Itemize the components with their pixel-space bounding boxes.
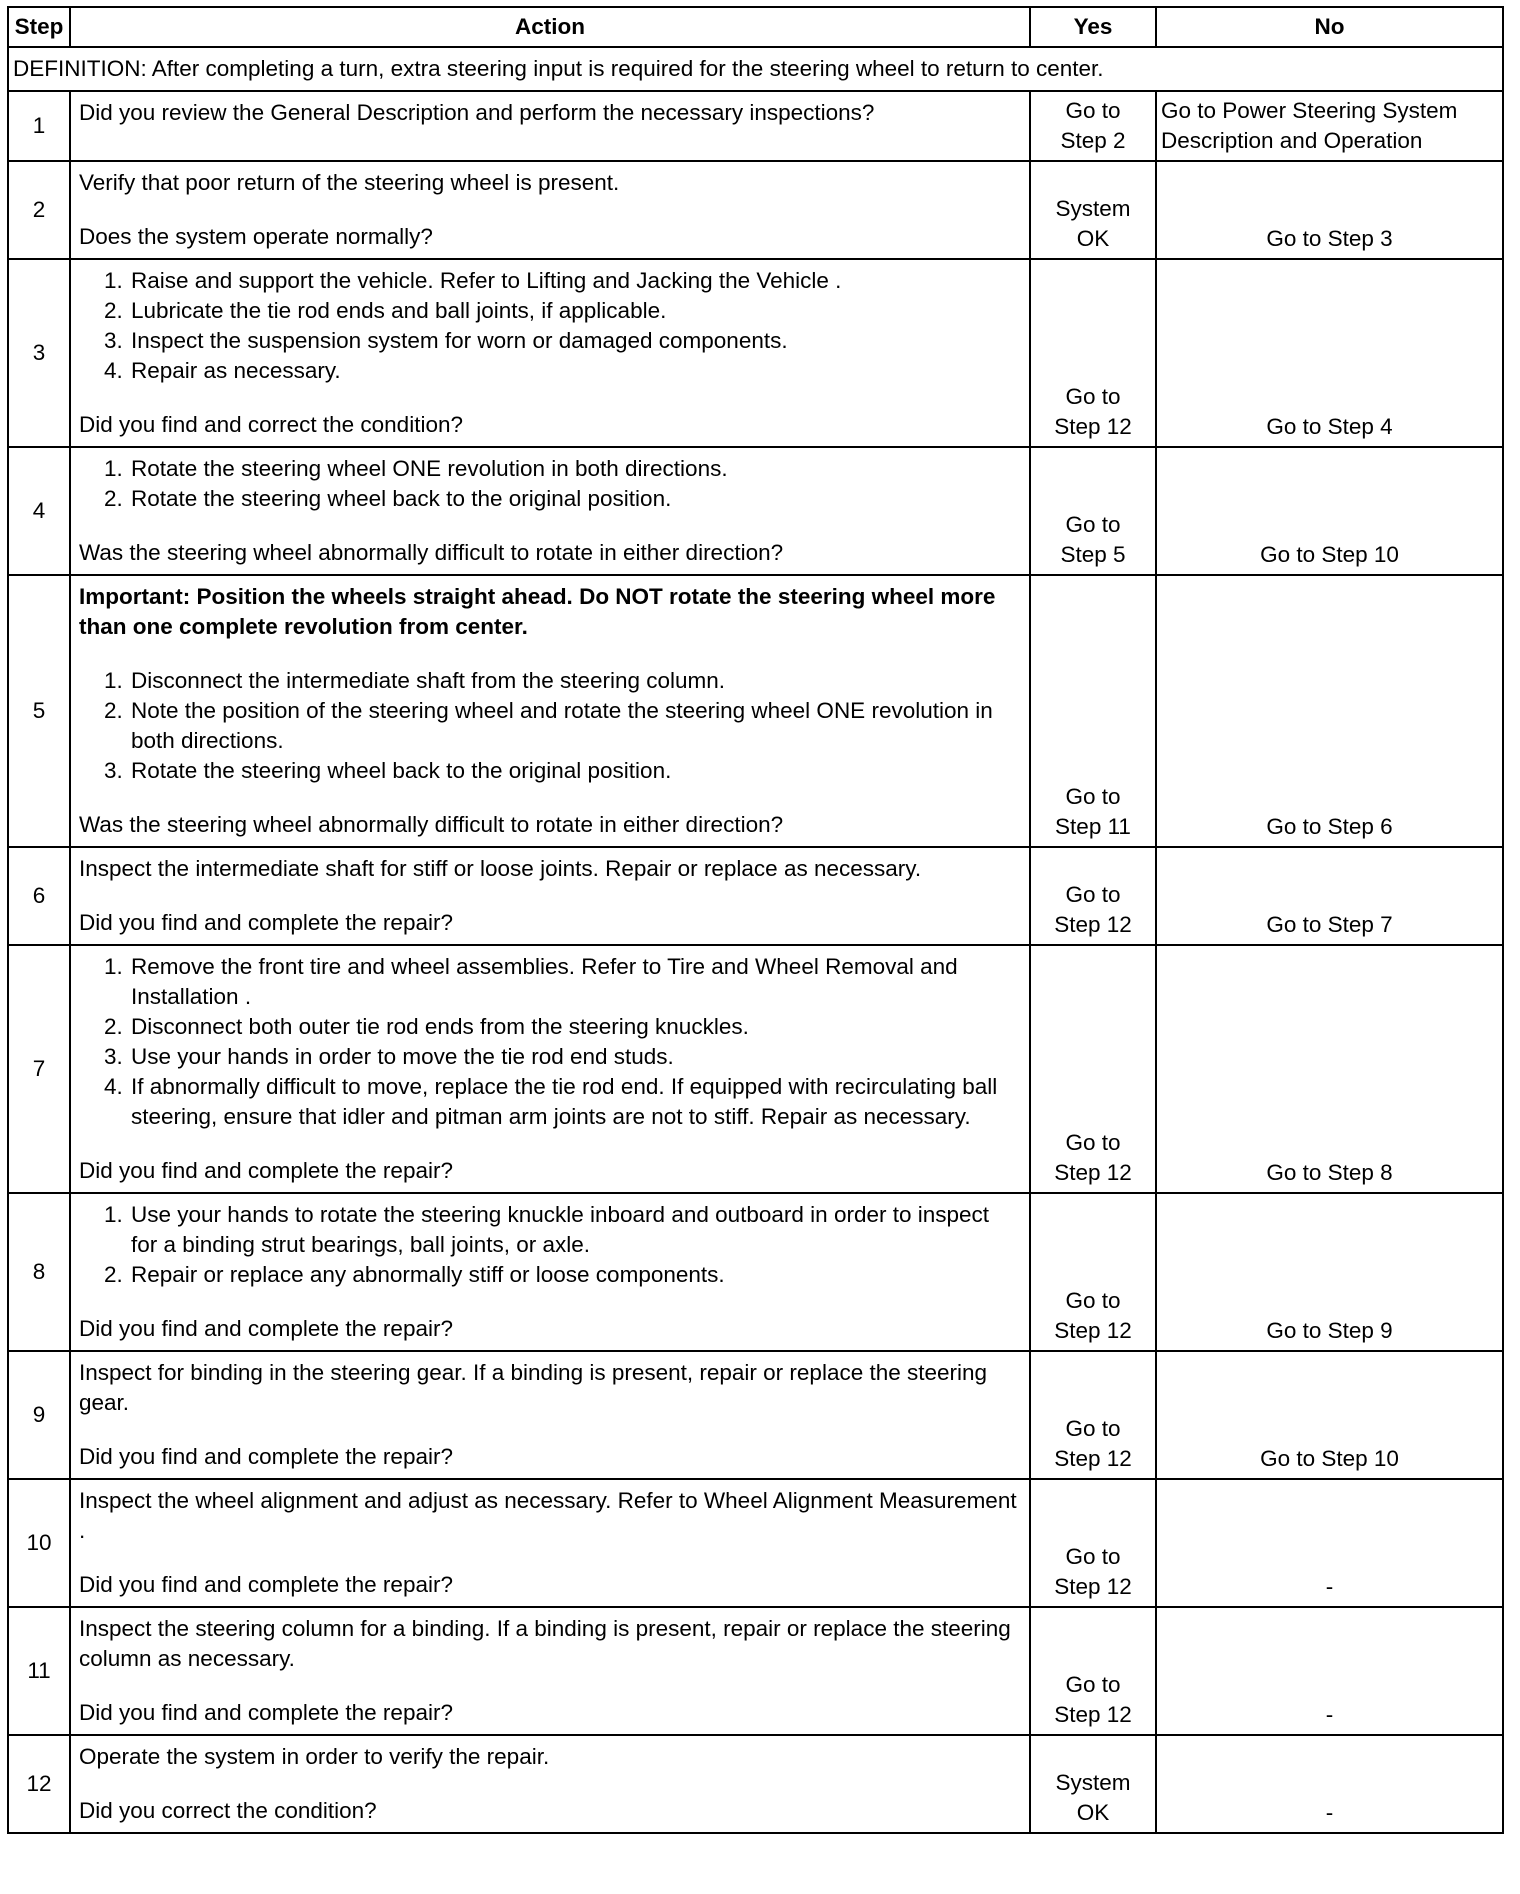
yes-line: Step 11 bbox=[1055, 814, 1131, 839]
action-cell bbox=[70, 161, 1030, 259]
action-text: Operate the system in order to verify the repair. bbox=[79, 1744, 550, 1769]
step-number: 9 bbox=[8, 1351, 70, 1479]
table-row bbox=[8, 1479, 1503, 1607]
question-text: Does the system operate normally? bbox=[79, 224, 433, 249]
no-line: Go to Step 6 bbox=[1266, 814, 1393, 839]
question-text: Did you find and correct the condition? bbox=[79, 412, 463, 437]
procedure-item: 2. Note the position of the steering wheel and rotate the steering wheel ONE revolution in both directions. bbox=[129, 696, 1021, 756]
no-result bbox=[1156, 1193, 1503, 1351]
procedure-item: 2. Disconnect both outer tie rod ends from the steering knuckles. bbox=[129, 1012, 1021, 1042]
procedure-list bbox=[79, 1200, 1021, 1290]
yes-line: Step 12 bbox=[1054, 414, 1132, 439]
header-no: No bbox=[1156, 7, 1503, 47]
yes-line: OK bbox=[1076, 226, 1110, 251]
no-line: - bbox=[1325, 1702, 1334, 1727]
action-cell bbox=[70, 447, 1030, 575]
no-result bbox=[1156, 1351, 1503, 1479]
procedure-item: 1. Rotate the steering wheel ONE revolution in both directions. bbox=[129, 454, 1021, 484]
no-result bbox=[1156, 161, 1503, 259]
table-row bbox=[8, 575, 1503, 847]
table-body bbox=[8, 47, 1503, 1833]
no-result bbox=[1156, 91, 1503, 161]
no-result bbox=[1156, 1607, 1503, 1735]
action-text: Inspect the steering column for a binding. If a binding is present, repair or replace the steering column as necessary. bbox=[79, 1616, 1011, 1671]
yes-result bbox=[1030, 91, 1156, 161]
procedure-item: 1. Raise and support the vehicle. Refer to Lifting and Jacking the Vehicle . bbox=[129, 266, 1021, 296]
action-cell bbox=[70, 945, 1030, 1193]
procedure-item: 3. Rotate the steering wheel back to the original position. bbox=[129, 756, 1021, 786]
yes-result bbox=[1030, 945, 1156, 1193]
yes-line: OK bbox=[1076, 1800, 1110, 1825]
action-cell bbox=[70, 1607, 1030, 1735]
procedure-item: 3. Use your hands in order to move the tie rod end studs. bbox=[129, 1042, 1021, 1072]
definition-row bbox=[8, 47, 1503, 91]
table-row bbox=[8, 1193, 1503, 1351]
no-line: - bbox=[1325, 1800, 1334, 1825]
question-text: Did you find and complete the repair? bbox=[79, 1316, 453, 1341]
step-number: 2 bbox=[8, 161, 70, 259]
action-text: Inspect the intermediate shaft for stiff or loose joints. Repair or replace as necessary. bbox=[79, 856, 922, 881]
action-text: Inspect the wheel alignment and adjust as necessary. Refer to Wheel Alignment Measurement . bbox=[79, 1488, 1017, 1543]
yes-line: Go to bbox=[1065, 1416, 1121, 1441]
yes-line: Step 5 bbox=[1060, 542, 1126, 567]
procedure-list bbox=[79, 454, 1021, 514]
step-number: 12 bbox=[8, 1735, 70, 1833]
action-cell bbox=[70, 1351, 1030, 1479]
header-step: Step bbox=[8, 7, 70, 47]
step-number: 3 bbox=[8, 259, 70, 447]
procedure-item: 3. Inspect the suspension system for worn or damaged components. bbox=[129, 326, 1021, 356]
question-text: Did you find and complete the repair? bbox=[79, 1444, 453, 1469]
yes-line: Go to bbox=[1065, 384, 1121, 409]
yes-line: System bbox=[1055, 196, 1131, 221]
yes-line: Go to bbox=[1065, 1672, 1121, 1697]
action-cell bbox=[70, 1193, 1030, 1351]
question-text: Did you find and complete the repair? bbox=[79, 910, 453, 935]
header-row bbox=[8, 7, 1503, 47]
question-text: Was the steering wheel abnormally difficult to rotate in either direction? bbox=[79, 540, 784, 565]
no-line: Go to Step 10 bbox=[1260, 1446, 1399, 1471]
table-row bbox=[8, 1735, 1503, 1833]
no-result bbox=[1156, 945, 1503, 1193]
diagnostic-table-container bbox=[7, 6, 1502, 1834]
yes-result bbox=[1030, 1735, 1156, 1833]
step-number: 1 bbox=[8, 91, 70, 161]
no-result bbox=[1156, 259, 1503, 447]
question-text: Was the steering wheel abnormally difficult to rotate in either direction? bbox=[79, 812, 784, 837]
yes-line: System bbox=[1055, 1770, 1131, 1795]
diagnostic-table bbox=[7, 6, 1504, 1834]
no-line: Go to Step 8 bbox=[1266, 1160, 1393, 1185]
step-number: 10 bbox=[8, 1479, 70, 1607]
procedure-list bbox=[79, 952, 1021, 1132]
yes-result bbox=[1030, 847, 1156, 945]
yes-result bbox=[1030, 575, 1156, 847]
no-result bbox=[1156, 1479, 1503, 1607]
procedure-item: 4. Repair as necessary. bbox=[129, 356, 1021, 386]
yes-line: Go to bbox=[1065, 1130, 1121, 1155]
yes-result bbox=[1030, 1607, 1156, 1735]
question-text: Did you find and complete the repair? bbox=[79, 1700, 453, 1725]
question-text: Did you correct the condition? bbox=[79, 1798, 377, 1823]
step-number: 6 bbox=[8, 847, 70, 945]
action-cell bbox=[70, 1479, 1030, 1607]
step-number: 8 bbox=[8, 1193, 70, 1351]
table-row bbox=[8, 945, 1503, 1193]
procedure-list bbox=[79, 266, 1021, 386]
action-text: Inspect for binding in the steering gear. If a binding is present, repair or replace the steering gear. bbox=[79, 1360, 988, 1415]
table-row bbox=[8, 847, 1503, 945]
action-cell bbox=[70, 91, 1030, 161]
step-number: 7 bbox=[8, 945, 70, 1193]
no-line: - bbox=[1325, 1574, 1334, 1599]
no-line: Go to Step 7 bbox=[1266, 912, 1393, 937]
no-line: Go to Step 9 bbox=[1266, 1318, 1393, 1343]
table-row bbox=[8, 259, 1503, 447]
procedure-item: 2. Lubricate the tie rod ends and ball joints, if applicable. bbox=[129, 296, 1021, 326]
yes-line: Step 2 bbox=[1060, 128, 1126, 153]
no-result bbox=[1156, 847, 1503, 945]
action-cell bbox=[70, 575, 1030, 847]
no-line: Go to Step 3 bbox=[1266, 226, 1393, 251]
yes-line: Go to bbox=[1065, 98, 1121, 123]
action-cell bbox=[70, 847, 1030, 945]
definition-text: DEFINITION: After completing a turn, extra steering input is required for the steering wheel to return to center. bbox=[8, 47, 1503, 91]
yes-result bbox=[1030, 1351, 1156, 1479]
yes-result bbox=[1030, 259, 1156, 447]
table-row bbox=[8, 91, 1503, 161]
no-line: Go to Step 4 bbox=[1266, 414, 1393, 439]
important-note: Important: Position the wheels straight ahead. Do NOT rotate the steering wheel more than one complete revolution from center. bbox=[79, 584, 996, 639]
question-text: Did you find and complete the repair? bbox=[79, 1572, 453, 1597]
procedure-item: 1. Disconnect the intermediate shaft from the steering column. bbox=[129, 666, 1021, 696]
yes-line: Step 12 bbox=[1054, 1702, 1132, 1727]
action-text: Did you review the General Description and perform the necessary inspections? bbox=[79, 100, 875, 125]
yes-line: Step 12 bbox=[1054, 1318, 1132, 1343]
action-cell bbox=[70, 1735, 1030, 1833]
yes-line: Go to bbox=[1065, 512, 1121, 537]
header-action: Action bbox=[70, 7, 1030, 47]
yes-result bbox=[1030, 1193, 1156, 1351]
yes-line: Step 12 bbox=[1054, 912, 1132, 937]
no-result bbox=[1156, 1735, 1503, 1833]
table-row bbox=[8, 1351, 1503, 1479]
step-number: 5 bbox=[8, 575, 70, 847]
procedure-item: 4. If abnormally difficult to move, replace the tie rod end. If equipped with recirculating ball steering, ensure that idler and pitman arm joints are not to stiff. Repair as necessary. bbox=[129, 1072, 1021, 1132]
no-line: Go to Step 10 bbox=[1260, 542, 1399, 567]
header-yes: Yes bbox=[1030, 7, 1156, 47]
yes-line: Go to bbox=[1065, 784, 1121, 809]
action-cell bbox=[70, 259, 1030, 447]
step-number: 11 bbox=[8, 1607, 70, 1735]
yes-line: Step 12 bbox=[1054, 1160, 1132, 1185]
table-row bbox=[8, 447, 1503, 575]
yes-result bbox=[1030, 161, 1156, 259]
no-line: Description and Operation bbox=[1161, 128, 1423, 153]
procedure-list bbox=[79, 666, 1021, 786]
yes-result bbox=[1030, 447, 1156, 575]
yes-line: Go to bbox=[1065, 1544, 1121, 1569]
procedure-item: 1. Use your hands to rotate the steering knuckle inboard and outboard in order to inspect for a binding strut bearings, ball joints, or axle. bbox=[129, 1200, 1021, 1260]
table-row bbox=[8, 161, 1503, 259]
no-line: Go to Power Steering System bbox=[1161, 98, 1458, 123]
action-text: Verify that poor return of the steering wheel is present. bbox=[79, 170, 620, 195]
yes-line: Step 12 bbox=[1054, 1574, 1132, 1599]
question-text: Did you find and complete the repair? bbox=[79, 1158, 453, 1183]
yes-result bbox=[1030, 1479, 1156, 1607]
yes-line: Step 12 bbox=[1054, 1446, 1132, 1471]
yes-line: Go to bbox=[1065, 1288, 1121, 1313]
table-row bbox=[8, 1607, 1503, 1735]
procedure-item: 1. Remove the front tire and wheel assemblies. Refer to Tire and Wheel Removal and Installation . bbox=[129, 952, 1021, 1012]
no-result bbox=[1156, 447, 1503, 575]
procedure-item: 2. Rotate the steering wheel back to the original position. bbox=[129, 484, 1021, 514]
yes-line: Go to bbox=[1065, 882, 1121, 907]
step-number: 4 bbox=[8, 447, 70, 575]
no-result bbox=[1156, 575, 1503, 847]
procedure-item: 2. Repair or replace any abnormally stiff or loose components. bbox=[129, 1260, 1021, 1290]
